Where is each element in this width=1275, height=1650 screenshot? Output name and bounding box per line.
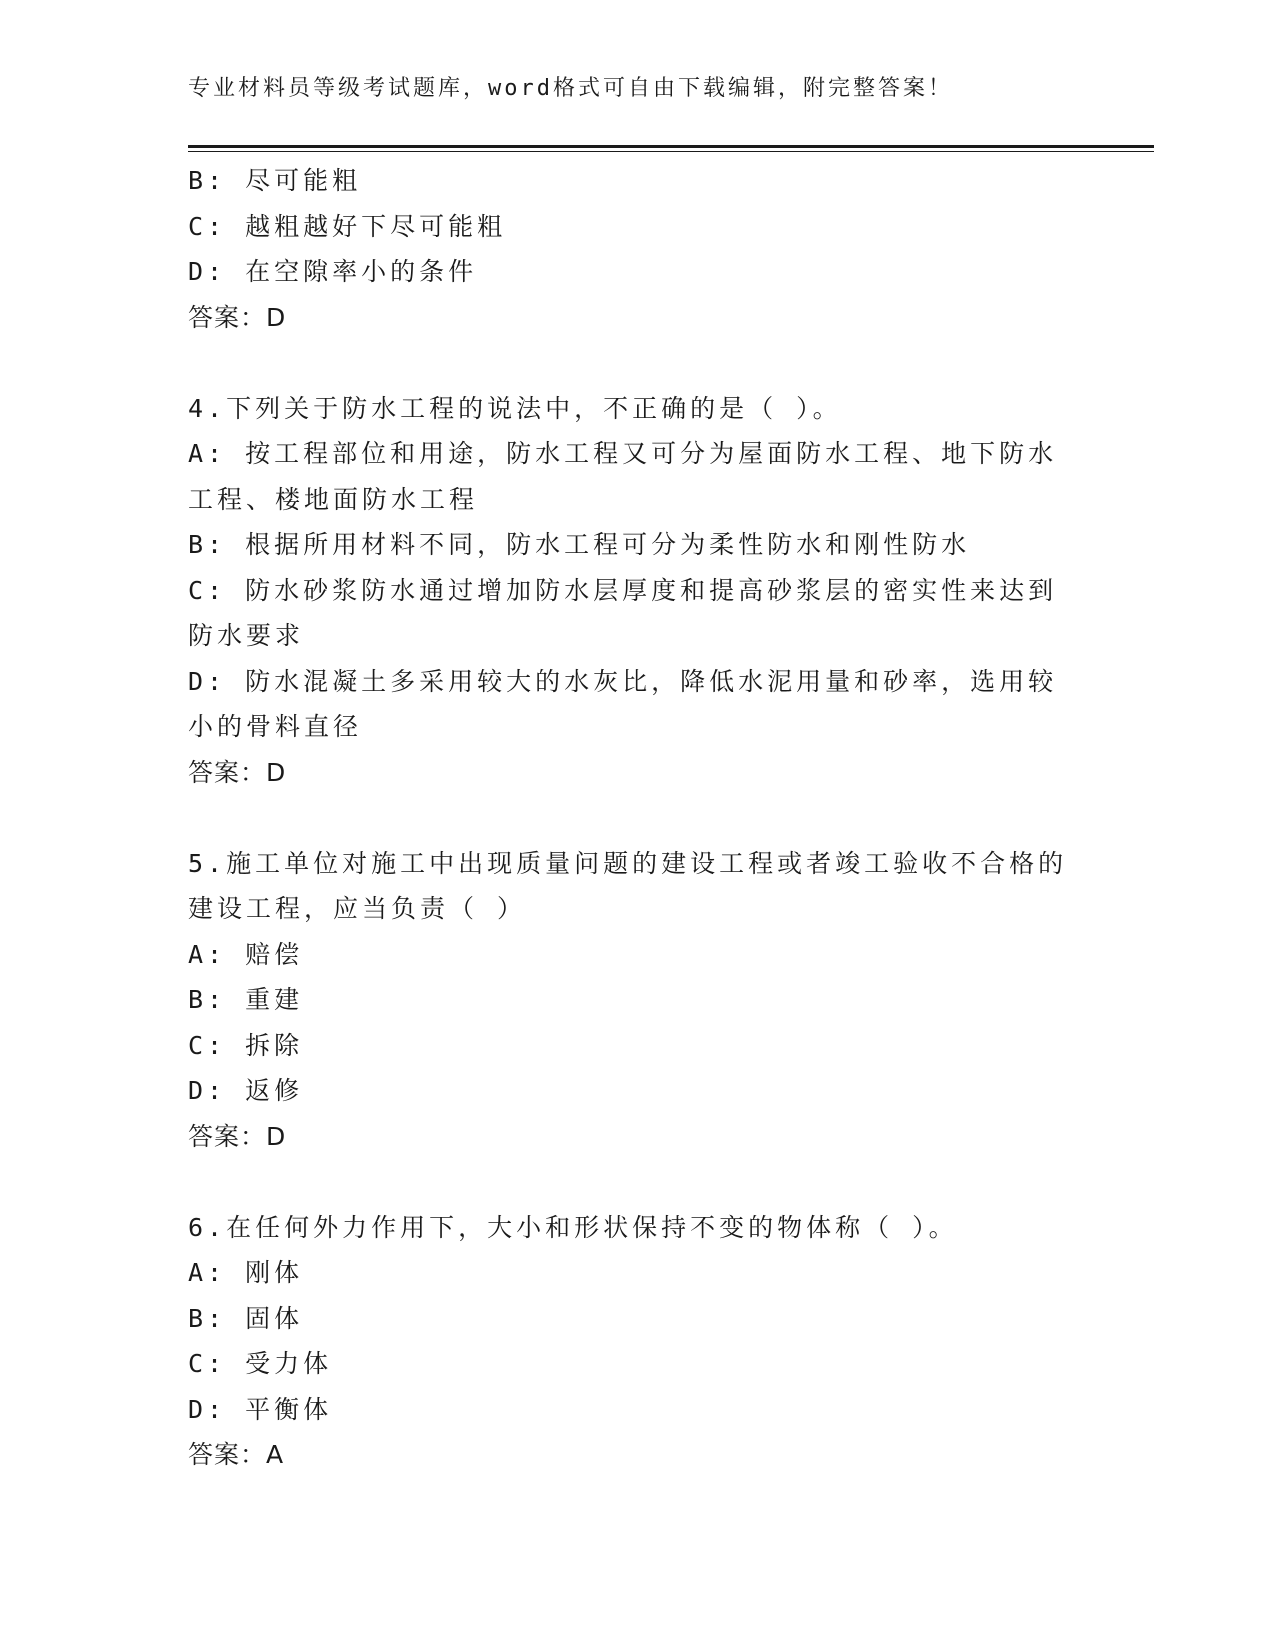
question-stem: 6.在任何外力作用下，大小和形状保持不变的物体称（ ）。	[188, 1212, 958, 1242]
option-d: D: 防水混凝土多采用较大的水灰比，降低水泥用量和砂率，选用较小的骨料直径	[188, 666, 1058, 741]
option-b: B: 重建	[188, 985, 304, 1014]
spacer	[188, 340, 1068, 386]
option-a: A: 刚体	[188, 1258, 304, 1287]
page-header: 专业材料员等级考试题库，word格式可自由下载编辑，附完整答案！	[188, 76, 953, 101]
option-c: C: 防水砂浆防水通过增加防水层厚度和提高砂浆层的密实性来达到防水要求	[188, 575, 1058, 650]
option-c: C: 拆除	[188, 1030, 304, 1060]
answer: 答案：D	[188, 1121, 287, 1151]
question-6	[188, 1205, 1068, 1478]
option-b: B: 尽可能粗	[188, 166, 362, 195]
answer: 答案：A	[188, 1440, 285, 1469]
document-body	[188, 158, 1068, 1478]
option-b: B: 根据所用材料不同，防水工程可分为柔性防水和刚性防水	[188, 530, 971, 559]
option-d: D: 平衡体	[188, 1394, 333, 1424]
header-rule-thin	[188, 151, 1154, 152]
answer: 答案：D	[188, 757, 287, 787]
question-4	[188, 386, 1068, 796]
option-a: A: 按工程部位和用途，防水工程又可分为屋面防水工程、地下防水工程、楼地面防水工程	[188, 439, 1058, 514]
option-d: D: 在空隙率小的条件	[188, 257, 478, 286]
spacer	[188, 1159, 1068, 1205]
question-stem: 4.下列关于防水工程的说法中，不正确的是（ ）。	[188, 393, 842, 423]
option-c: C: 越粗越好下尽可能粗	[188, 211, 507, 241]
option-a: A: 赔偿	[188, 939, 304, 969]
question-stem: 5.施工单位对施工中出现质量问题的建设工程或者竣工验收不合格的建设工程，应当负责（ ）	[188, 848, 1068, 923]
option-c: C: 受力体	[188, 1349, 333, 1378]
question-5	[188, 841, 1068, 1160]
question-3-tail	[188, 158, 1068, 340]
option-b: B: 固体	[188, 1303, 304, 1333]
option-d: D: 返修	[188, 1076, 304, 1105]
header-rule-thick	[188, 145, 1154, 148]
answer: 答案：D	[188, 302, 287, 332]
spacer	[188, 795, 1068, 841]
